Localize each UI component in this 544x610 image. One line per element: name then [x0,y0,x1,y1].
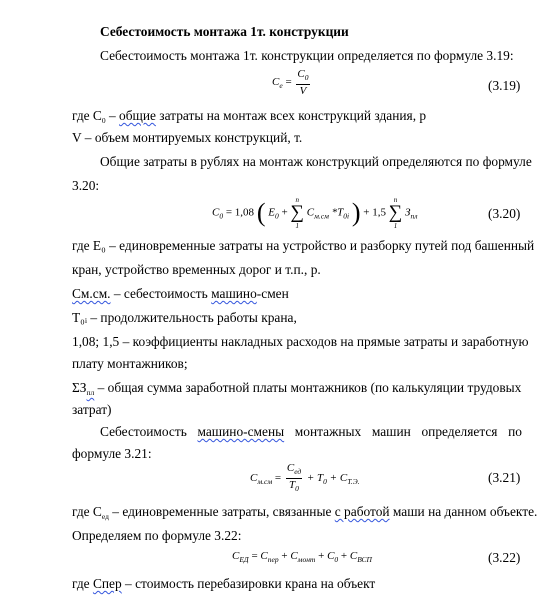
formula-3-19: $С_е$ = $\frac{С_0}{V}$ [272,68,309,97]
definition-t0i: Т₀ᵢ – продолжительность работы крана, [72,310,297,325]
definition-e0-line-2: кран, устройство временных дорог и т.п., р. [72,262,321,277]
definition-cper: где Спер – стоимость перебазировки крана на объект [72,576,376,591]
definition-v: V – объем монтируемых конструкций, т. [72,130,303,145]
definition-sum-z-line-2: затрат) [72,402,112,417]
formula-3-20: $С_0 = 1,08$ ( $Е_0$ + n ∑ 1 $С_{м.см}$ $*Т_{0i}$ ) + 1,5 n ∑ 1 $З_{пл}$ [212,196,418,230]
paragraph-3-line-2: формуле 3.21: [72,446,152,461]
definition-ced: где $С_{ед}$ – единовременные затраты, связанные с работой маши на данном объекте. [72,504,538,521]
formula-number-3-19: (3.19) [488,78,521,93]
definition-c0: где $С_0$ – общие затраты на монтаж всех конструкций здания, р [72,108,427,125]
section-heading: Себестоимость монтажа 1т. конструкции [100,24,349,39]
formula-number-3-22: (3.22) [488,550,521,565]
paragraph-2-line-2: 3.20: [72,178,100,193]
definition-coefficients-line-2: плату монтажников; [72,356,188,371]
paragraph-4: Определяем по формуле 3.22: [72,528,242,543]
definition-e0-line-1: где Е₀ – единовременные затраты на устройство и разборку путей под башенный [72,238,535,253]
definition-cmsm: См.см. – себестоимость машино-смен [72,286,289,301]
definition-sum-z-line-1: $\Sigma З_{пл}$ – общая сумма заработной платы монтажников (по калькуляции трудовых [72,380,522,397]
formula-number-3-20: (3.20) [488,206,521,221]
definition-coefficients-line-1: 1,08; 1,5 – коэффициенты накладных расходов на прямые затраты и заработную [72,334,529,349]
intro-paragraph: Себестоимость монтажа 1т. конструкции определяется по формуле 3.19: [100,48,514,63]
formula-3-21: $С_{м.см}$ = $\frac{С_{ед}}{Т_0}$ + $Т_0 + С_{Т.Э.}$ [250,462,360,493]
formula-3-22: $С_{ЕД} = С_{пер} + С_{монт} + С_0 + С_{ВСП}$ [232,550,372,564]
paragraph-3-line-1: Себестоимость машино-смены монтажных машин определяется по [100,424,522,439]
paragraph-2-line-1: Общие затраты в рублях на монтаж конструкций определяются по формуле [100,154,532,169]
formula-number-3-21: (3.21) [488,470,521,485]
